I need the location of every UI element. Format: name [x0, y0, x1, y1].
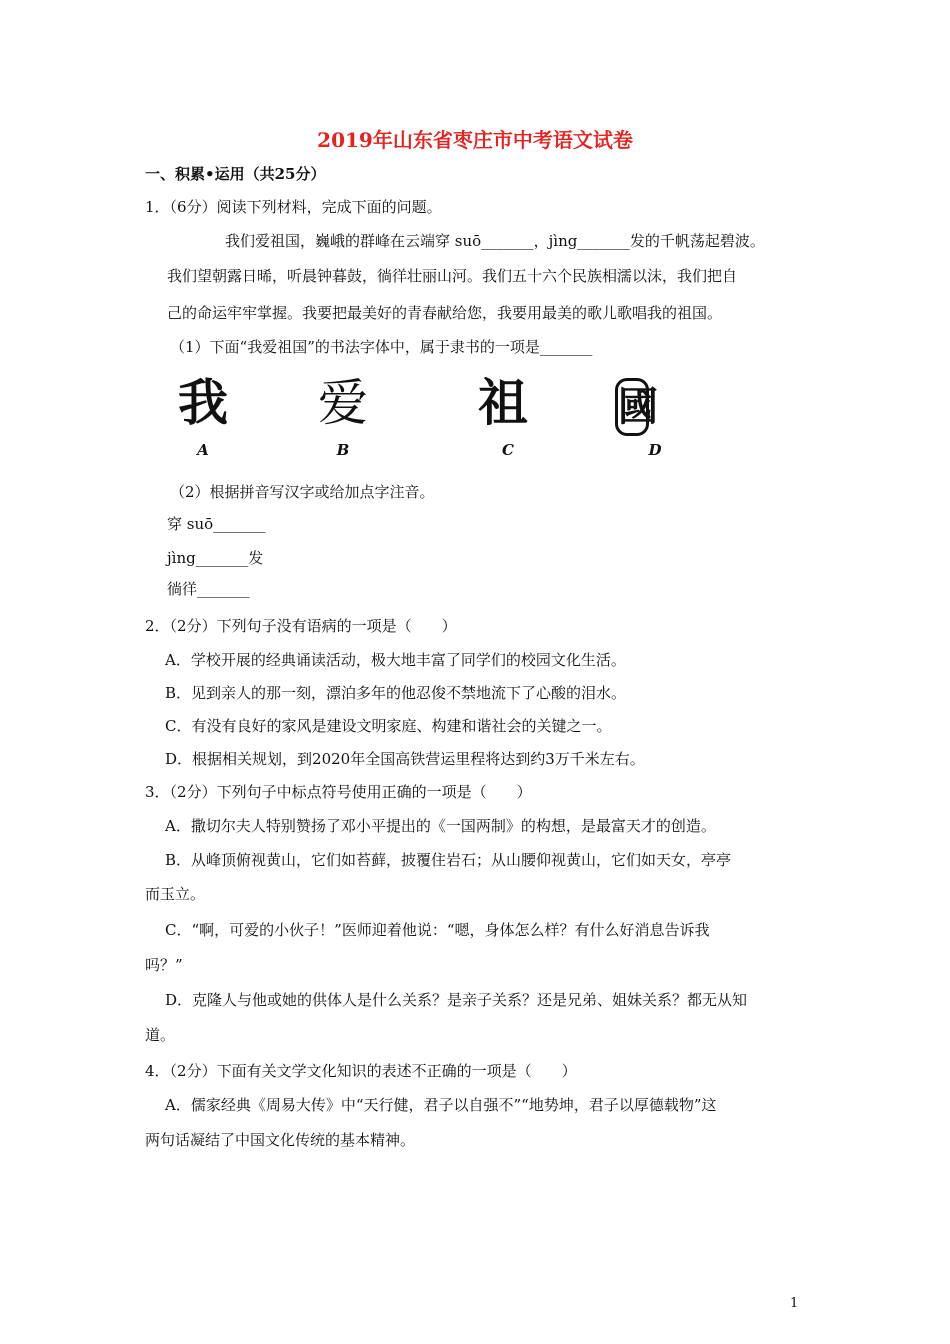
- q3-option-c-line-1: C．“啊，可爱的小伙子！”医师迎着他说：“嗯，身体怎么样？有什么好消息告诉我: [165, 921, 710, 939]
- section-heading: 一、积累•运用（共25分）: [145, 165, 326, 183]
- q1-passage-line-2: 我们望朝露日晞，听晨钟暮鼓，徜徉壮丽山河。我们五十六个民族相濡以沫，我们把自: [167, 267, 738, 285]
- question-2-stem: 2．（2分）下列句子没有语病的一项是（ ）: [145, 617, 457, 635]
- q2-option-d: D．根据相关规划，到2020年全国高铁营运里程将达到约3万千米左右。: [165, 750, 645, 768]
- q4-option-a-line-1: A．儒家经典《周易大传》中“天行健，君子以自强不”“地势坤，君子以厚德载物”这: [165, 1096, 717, 1114]
- q3-option-b-line-1: B．从峰顶俯视黄山，它们如苔藓，披覆住岩石；从山腰仰视黄山，它们如天女，亭亭: [165, 851, 732, 869]
- question-4-stem: 4．（2分）下面有关文学文化知识的表述不正确的一项是（ ）: [145, 1062, 577, 1080]
- q1-subquestion-2: （2）根据拼音写汉字或给加点字注音。: [170, 483, 435, 501]
- q1-passage-line-3: 己的命运牢牢掌握。我要把最美好的青春献给您，我要用最美的歌儿歌唱我的祖国。: [167, 304, 723, 322]
- page-title: 2019年山东省枣庄市中考语文试卷: [317, 128, 633, 152]
- page-number: 1: [790, 1296, 799, 1311]
- q4-option-a-line-2: 两句话凝结了中国文化传统的基本精神。: [145, 1131, 416, 1149]
- q1-fill-blank-1: 穿 suō_______: [167, 515, 266, 533]
- glyph-label-a: A: [197, 441, 209, 459]
- q3-option-d-line-2: 道。: [145, 1026, 176, 1044]
- q1-subquestion-1: （1）下面“我爱祖国”的书法字体中，属于隶书的一项是_______: [170, 338, 593, 356]
- calligraphy-glyph-b: 爱: [318, 374, 368, 432]
- q3-option-a: A．撒切尔夫人特别赞扬了邓小平提出的《一国两制》的构想，是最富天才的创造。: [165, 817, 716, 835]
- glyph-label-b: B: [336, 441, 350, 459]
- q3-option-c-line-2: 吗？”: [145, 956, 183, 974]
- q2-option-a: A．学校开展的经典诵读活动，极大地丰富了同学们的校园文化生活。: [165, 651, 626, 669]
- calligraphy-glyph-c: 祖: [478, 374, 528, 432]
- calligraphy-glyph-d: 國: [615, 378, 649, 436]
- question-3-stem: 3．（2分）下列句子中标点符号使用正确的一项是（ ）: [145, 783, 532, 801]
- q2-option-b: B．见到亲人的那一刻，漂泊多年的他忍俊不禁地流下了心酸的泪水。: [165, 684, 627, 702]
- question-1-stem: 1．（6分）阅读下列材料，完成下面的问题。: [145, 198, 442, 216]
- q3-option-b-line-2: 而玉立。: [145, 885, 206, 903]
- q3-option-d-line-1: D．克隆人与他或她的供体人是什么关系？是亲子关系？还是兄弟、姐妹关系？都无从知: [165, 991, 748, 1009]
- q1-fill-blank-2: jìng_______发: [167, 549, 264, 567]
- glyph-label-c: C: [502, 441, 514, 459]
- q1-fill-blank-3: 徜徉_______: [167, 580, 250, 598]
- calligraphy-glyph-a: 我: [178, 374, 228, 432]
- q2-option-c: C．有没有良好的家风是建设文明家庭、构建和谐社会的关键之一。: [165, 717, 612, 735]
- glyph-label-d: D: [648, 441, 662, 459]
- q1-passage-line-1: 我们爱祖国，巍峨的群峰在云端穿 suō_______，jìng_______发的千帆荡起碧波。: [225, 232, 765, 250]
